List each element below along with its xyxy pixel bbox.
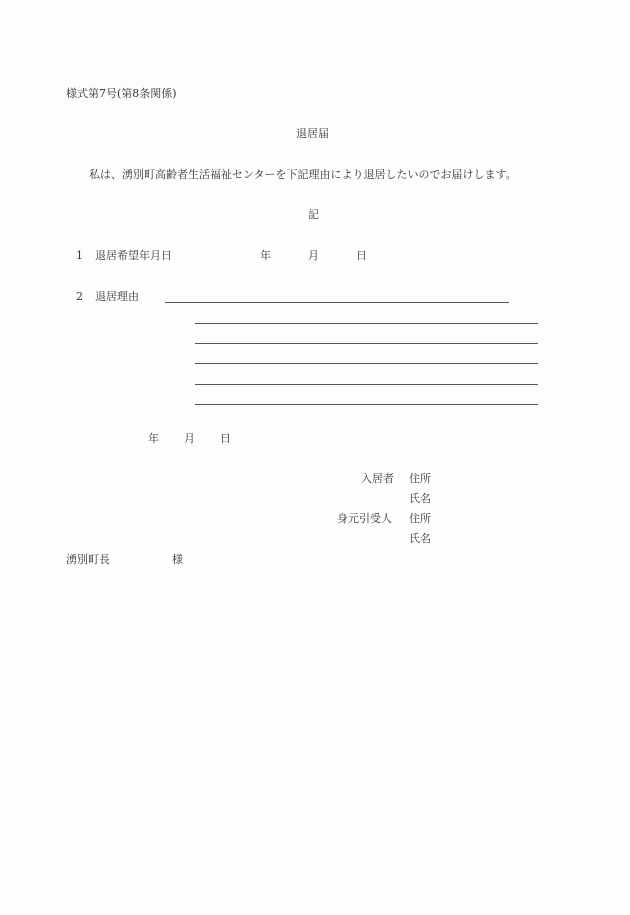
address-field[interactable]: 住所 — [409, 512, 431, 525]
item-label: 退居希望年月日 — [95, 249, 172, 262]
name-field[interactable]: 氏名 — [409, 532, 431, 545]
form-number: 様式第7号(第8条関係) — [66, 87, 177, 100]
submission-day-field[interactable]: 日 — [220, 432, 231, 445]
addressee-honorific: 様 — [172, 553, 183, 566]
item-number: 1 — [76, 249, 83, 262]
reason-line-5[interactable] — [195, 384, 538, 385]
document-title: 退居届 — [296, 127, 329, 140]
signatory-role: 身元引受人 — [337, 512, 392, 525]
reason-line-1[interactable] — [165, 302, 509, 303]
address-field[interactable]: 住所 — [409, 472, 431, 485]
note-heading: 記 — [308, 208, 319, 221]
reason-line-3[interactable] — [195, 343, 538, 344]
reason-line-4[interactable] — [195, 363, 538, 364]
signatory-role: 入居者 — [361, 472, 394, 485]
name-field[interactable]: 氏名 — [409, 492, 431, 505]
reason-line-6[interactable] — [195, 404, 538, 405]
date-day-field[interactable]: 日 — [356, 249, 367, 262]
date-year-field[interactable]: 年 — [260, 249, 271, 262]
reason-line-2[interactable] — [195, 323, 538, 324]
statement-text: 私は、湧別町高齢者生活福祉センターを下記理由により退居したいのでお届けします。 — [89, 168, 517, 181]
submission-year-field[interactable]: 年 — [148, 432, 159, 445]
date-month-field[interactable]: 月 — [308, 249, 319, 262]
addressee-name: 湧別町長 — [66, 553, 110, 566]
item-number: 2 — [76, 290, 83, 303]
item-label: 退居理由 — [95, 290, 139, 303]
submission-month-field[interactable]: 月 — [184, 432, 195, 445]
